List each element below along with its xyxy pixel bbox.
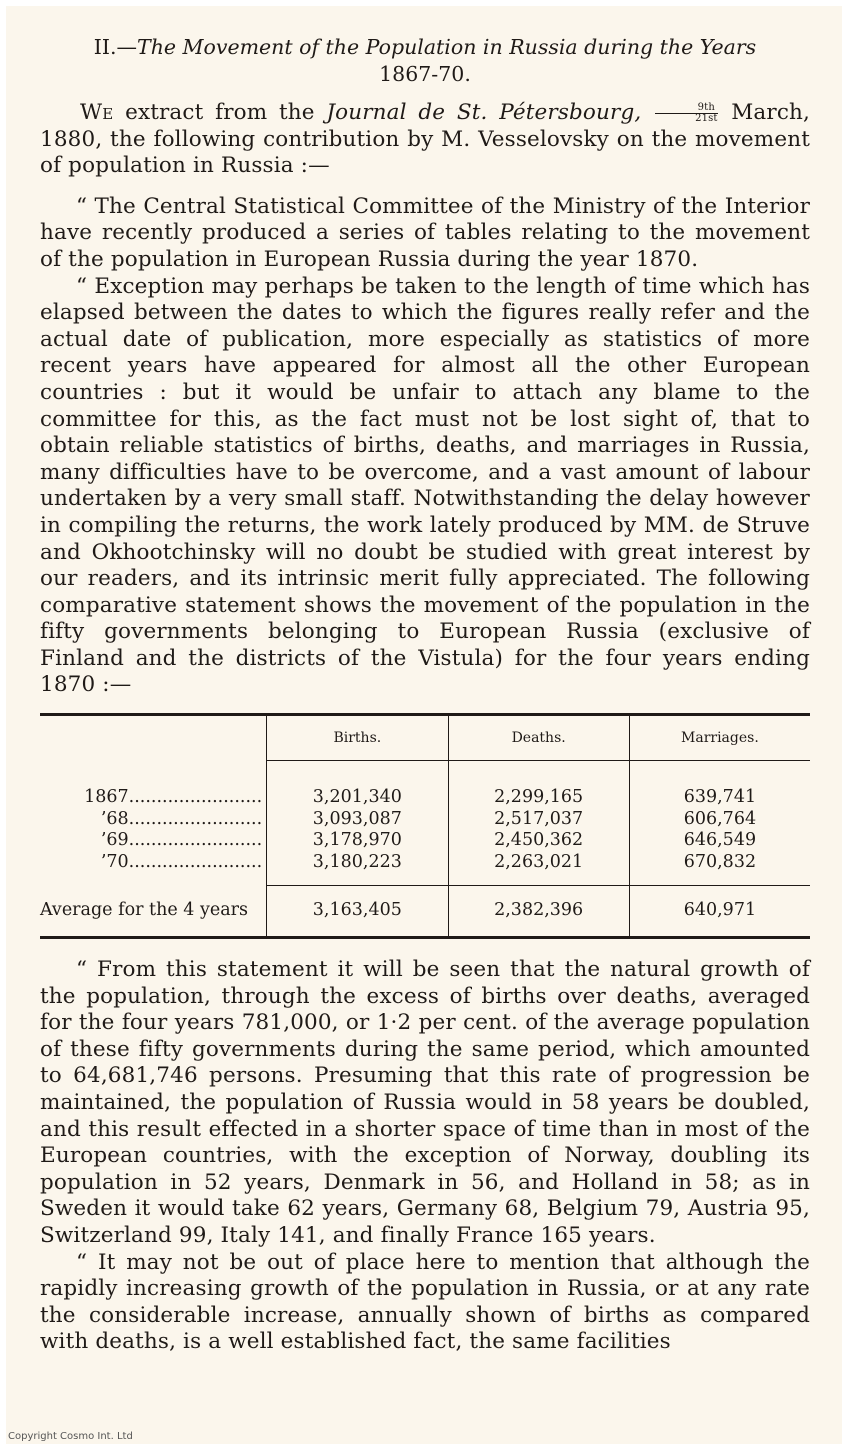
- average-births: 3,163,405: [267, 886, 448, 938]
- title-years: 1867-70.: [379, 62, 471, 86]
- row-label: 1867........................: [84, 786, 263, 807]
- intro-paragraph: [40, 100, 810, 180]
- cell-deaths: 2,517,037: [448, 809, 629, 831]
- page-content: [40, 34, 810, 1356]
- date-fraction-den: 21st: [695, 112, 718, 124]
- cell-deaths: 2,299,165: [448, 761, 629, 809]
- paragraph: “ It may not be out of place here to mention that although the rapidly increasing growth of the population in Russia, or at any rate the considerable increase, annually shown of births as compared with deaths, is a well established fact, the same facilities: [40, 1249, 810, 1355]
- copyright-watermark: Copyright Cosmo Int. Ltd: [8, 1431, 133, 1442]
- average-marriages: 640,971: [629, 886, 810, 938]
- cell-births: 3,178,970: [267, 830, 448, 852]
- table-row: [40, 761, 810, 809]
- row-label: ’68........................: [100, 808, 263, 829]
- paragraphs-after: [40, 957, 810, 1356]
- cell-marriages: 639,741: [629, 761, 810, 809]
- average-deaths: 2,382,396: [448, 886, 629, 938]
- row-label: ’70........................: [100, 851, 263, 872]
- paragraph: “ Exception may perhaps be taken to the length of time which has elapsed between the dates to which the figures really refer and the actual date of publication, more especially as statistics of more recent years have appeared for almost all the other European countries : but it would be unfair to attach any blame to the committee for this, as the fact must not be lost sight of, that to obtain reliable statistics of births, deaths, and marriages in Russia, many difficulties have to be overcome, and a vast amount of labour undertaken by a very small staff. Notwithstanding the delay however in compiling the returns, the work lately produced by MM. de Struve and Okhootchinsky will no doubt be studied with great interest by our readers, and its intrinsic merit fully appreciated. The following comparative statement shows the movement of the population in the fifty governments belonging to European Russia (exclusive of Finland and the districts of the Vistula) for the four years ending 1870 :—: [40, 273, 810, 698]
- cell-deaths: 2,263,021: [448, 852, 629, 886]
- average-label: Average for the 4 years: [40, 900, 248, 921]
- cell-births: 3,093,087: [267, 809, 448, 831]
- article-title: [40, 34, 810, 88]
- title-text: The Movement of the Population in Russia during the Years: [137, 35, 757, 59]
- table-corner: [40, 715, 267, 761]
- cell-marriages: 606,764: [629, 809, 810, 831]
- title-prefix: II.—: [93, 35, 138, 59]
- header-deaths: Deaths.: [448, 715, 629, 761]
- date-fraction-num: 9th: [655, 103, 717, 114]
- row-label: ’69........................: [100, 830, 263, 851]
- intro-part1: extract from the: [113, 100, 327, 125]
- table-row: [40, 830, 810, 852]
- population-table: [40, 713, 810, 939]
- cell-deaths: 2,450,362: [448, 830, 629, 852]
- scanned-page: [6, 6, 842, 1444]
- cell-marriages: 646,549: [629, 830, 810, 852]
- table-average-row: [40, 886, 810, 938]
- cell-births: 3,201,340: [267, 761, 448, 809]
- table-row: [40, 809, 810, 831]
- cell-marriages: 670,832: [629, 852, 810, 886]
- table-header-row: [40, 715, 810, 761]
- cell-births: 3,180,223: [267, 852, 448, 886]
- header-births: Births.: [267, 715, 448, 761]
- intro-part2: March, 1880, the following contribution by M. Vesselovsky on the movement of population in Russia :—: [40, 100, 810, 179]
- paragraph: “ From this statement it will be seen that the natural growth of the population, through the excess of births over deaths, averaged for the four years 781,000, or 1·2 per cent. of the average population of these fifty governments during the same period, which amounted to 64,681,746 persons. Presuming that this rate of progression be maintained, the population of Russia would in 58 years be doubled, and this result effected in a shorter space of time than in most of the European countries, with the exception of Norway, doubling its population in 52 years, Denmark in 56, and Holland in 58; as in Sweden it would take 62 years, Germany 68, Belgium 79, Austria 95, Switzerland 99, Italy 141, and finally France 165 years.: [40, 957, 810, 1248]
- intro-dropcap: We: [80, 100, 114, 125]
- journal-name: Journal de St. Pétersbourg,: [326, 100, 642, 125]
- paragraph: “ The Central Statistical Committee of the Ministry of the Interior have recently produced a series of tables relating to the movement of the population in European Russia during the year 1870.: [40, 193, 810, 272]
- table-row: [40, 852, 810, 886]
- header-marriages: Marriages.: [629, 715, 810, 761]
- date-fraction: [655, 103, 717, 124]
